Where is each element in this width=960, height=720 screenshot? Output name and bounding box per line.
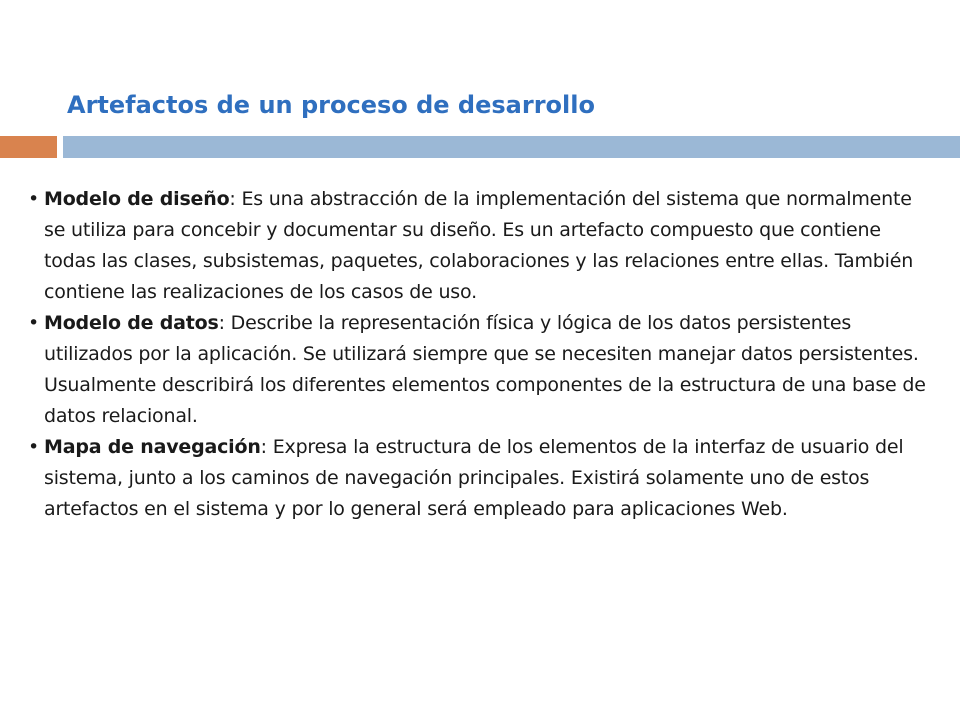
- bullet-text: Describe la representación física y lógica de los datos persistentes utilizados por la aplicación. Se utilizará siempre que se necesiten manejar datos persistentes. Usualmente describirá los diferentes elementos componentes de la estructura de una base de datos relacional.: [44, 312, 926, 427]
- bullet-mapa-de-navegacion: [28, 432, 928, 525]
- bullet-modelo-de-datos: [28, 308, 928, 432]
- bullet-list: [28, 184, 928, 525]
- bullet-dot-icon: •: [28, 436, 40, 458]
- bullet-term: Modelo de datos: [44, 312, 219, 334]
- bullet-modelo-de-diseno: [28, 184, 928, 308]
- bullet-term: Modelo de diseño: [44, 188, 230, 210]
- bullet-dot-icon: •: [28, 312, 40, 334]
- bullet-separator: :: [260, 436, 273, 458]
- accent-bar-blue: [63, 136, 960, 158]
- bullet-separator: :: [229, 188, 242, 210]
- bullet-dot-icon: •: [28, 188, 40, 210]
- accent-bar-orange: [0, 136, 57, 158]
- slide-title: Artefactos de un proceso de desarrollo: [67, 91, 595, 119]
- bullet-text: Es una abstracción de la implementación del sistema que normalmente se utiliza para concebir y documentar su diseño. Es un artefacto compuesto que contiene todas las clases, subsistemas, paquetes, colaboraciones y las relaciones entre ellas. También contiene las realizaciones de los casos de uso.: [44, 188, 914, 303]
- bullet-separator: :: [218, 312, 231, 334]
- bullet-term: Mapa de navegación: [44, 436, 261, 458]
- bullet-text: Expresa la estructura de los elementos de la interfaz de usuario del sistema, junto a los caminos de navegación principales. Existirá solamente uno de estos artefactos en el sistema y por lo general será empleado para aplicaciones Web.: [44, 436, 904, 520]
